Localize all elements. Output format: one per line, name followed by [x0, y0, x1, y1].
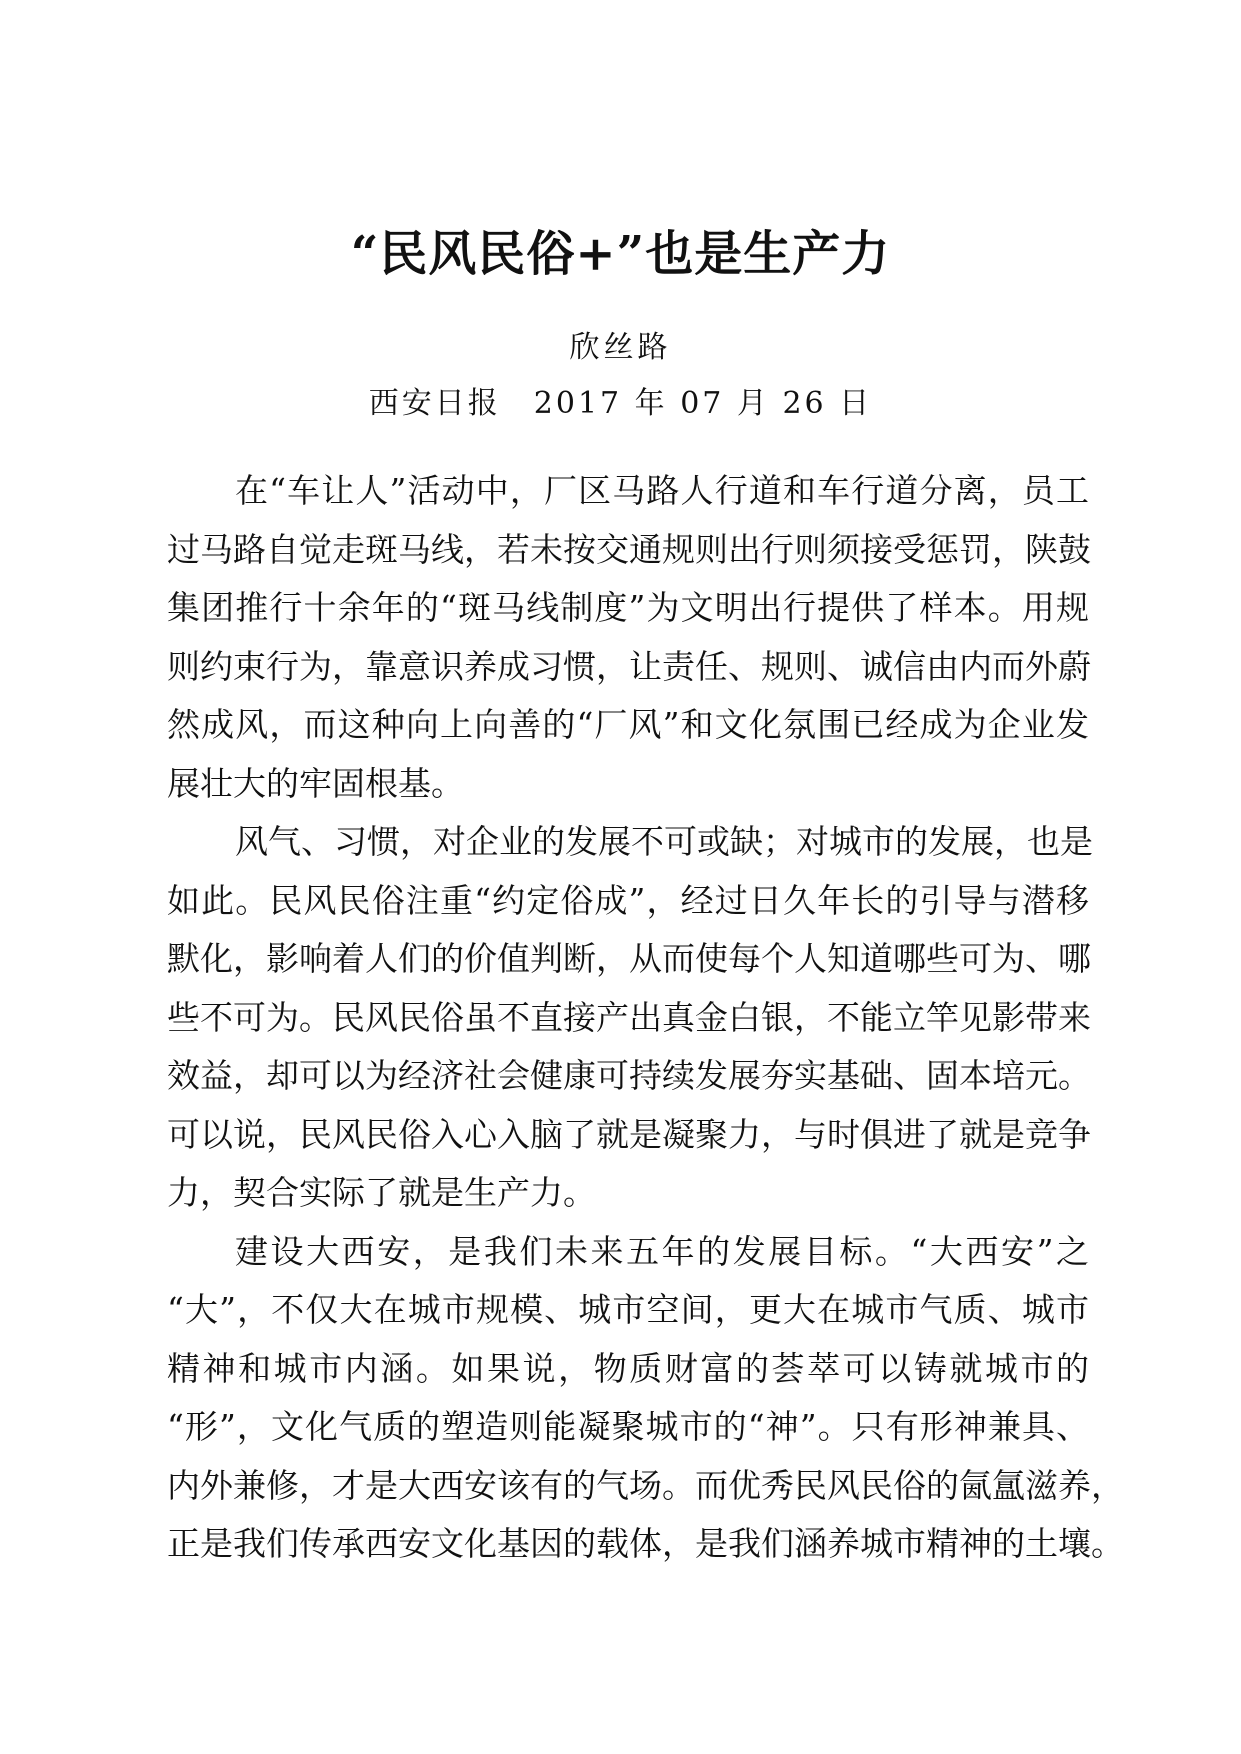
paragraph-line: 则约束行为，靠意识养成习惯，让责任、规则、诚信由内而外蔚: [167, 646, 1091, 686]
paragraph-line: 正是我们传承西安文化基因的载体，是我们涵养城市精神的土壤。: [167, 1524, 1124, 1563]
article-title: “民风民俗+”也是生产力: [350, 226, 891, 282]
paragraph-line: 然成风，而这种向上向善的“厂风”和文化氛围已经成为企业发: [167, 705, 1089, 744]
paragraph-line: 效益，却可以为经济社会健康可持续发展夯实基础、固本培元。: [167, 1056, 1091, 1095]
paragraph-line: “大”，不仅大在城市规模、城市空间，更大在城市气质、城市: [167, 1290, 1089, 1329]
paragraph-line: 过马路自觉走斑马线，若未按交通规则出行则须接受惩罚，陕鼓: [167, 529, 1091, 569]
paragraph-line: 集团推行十余年的“斑马线制度”为文明出行提供了样本。用规: [167, 588, 1089, 627]
paragraph-line: “形”，文化气质的塑造则能凝聚城市的“神”。只有形神兼具、: [167, 1407, 1089, 1446]
paragraph-line: 在“车让人”活动中，厂区马路人行道和车行道分离，员工: [235, 471, 1089, 510]
paragraph-line: 建设大西安，是我们未来五年的发展目标。“大西安”之: [235, 1231, 1089, 1271]
paragraph-line: 可以说，民风民俗入心入脑了就是凝聚力，与时俱进了就是竞争: [167, 1114, 1091, 1154]
paragraph-line: 默化，影响着人们的价值判断，从而使每个人知道哪些可为、哪: [167, 939, 1091, 978]
paragraph: [167, 1223, 1124, 1574]
paragraph-line: 力，契合实际了就是生产力。: [167, 1173, 596, 1212]
article-author: 欣丝路: [569, 330, 672, 365]
article-source-date: 西安日报 2017 年 07 月 26 日: [368, 386, 873, 421]
paragraph: [167, 813, 1093, 1223]
paragraph-line: 内外兼修，才是大西安该有的气场。而优秀民风民俗的氤氲滋养，: [167, 1465, 1124, 1505]
paragraph-line: 精神和城市内涵。如果说，物质财富的荟萃可以铸就城市的: [167, 1348, 1089, 1388]
article-body: [167, 462, 1124, 1574]
paragraph-line: 风气、习惯，对企业的发展不可或缺；对城市的发展，也是: [235, 822, 1093, 861]
paragraph-line: 展壮大的牢固根基。: [167, 763, 464, 803]
paragraph: [167, 462, 1089, 813]
paragraph-line: 如此。民风民俗注重“约定俗成”，经过日久年长的引导与潜移: [167, 880, 1089, 920]
paragraph-line: 些不可为。民风民俗虽不直接产出真金白银，不能立竿见影带来: [167, 997, 1091, 1037]
